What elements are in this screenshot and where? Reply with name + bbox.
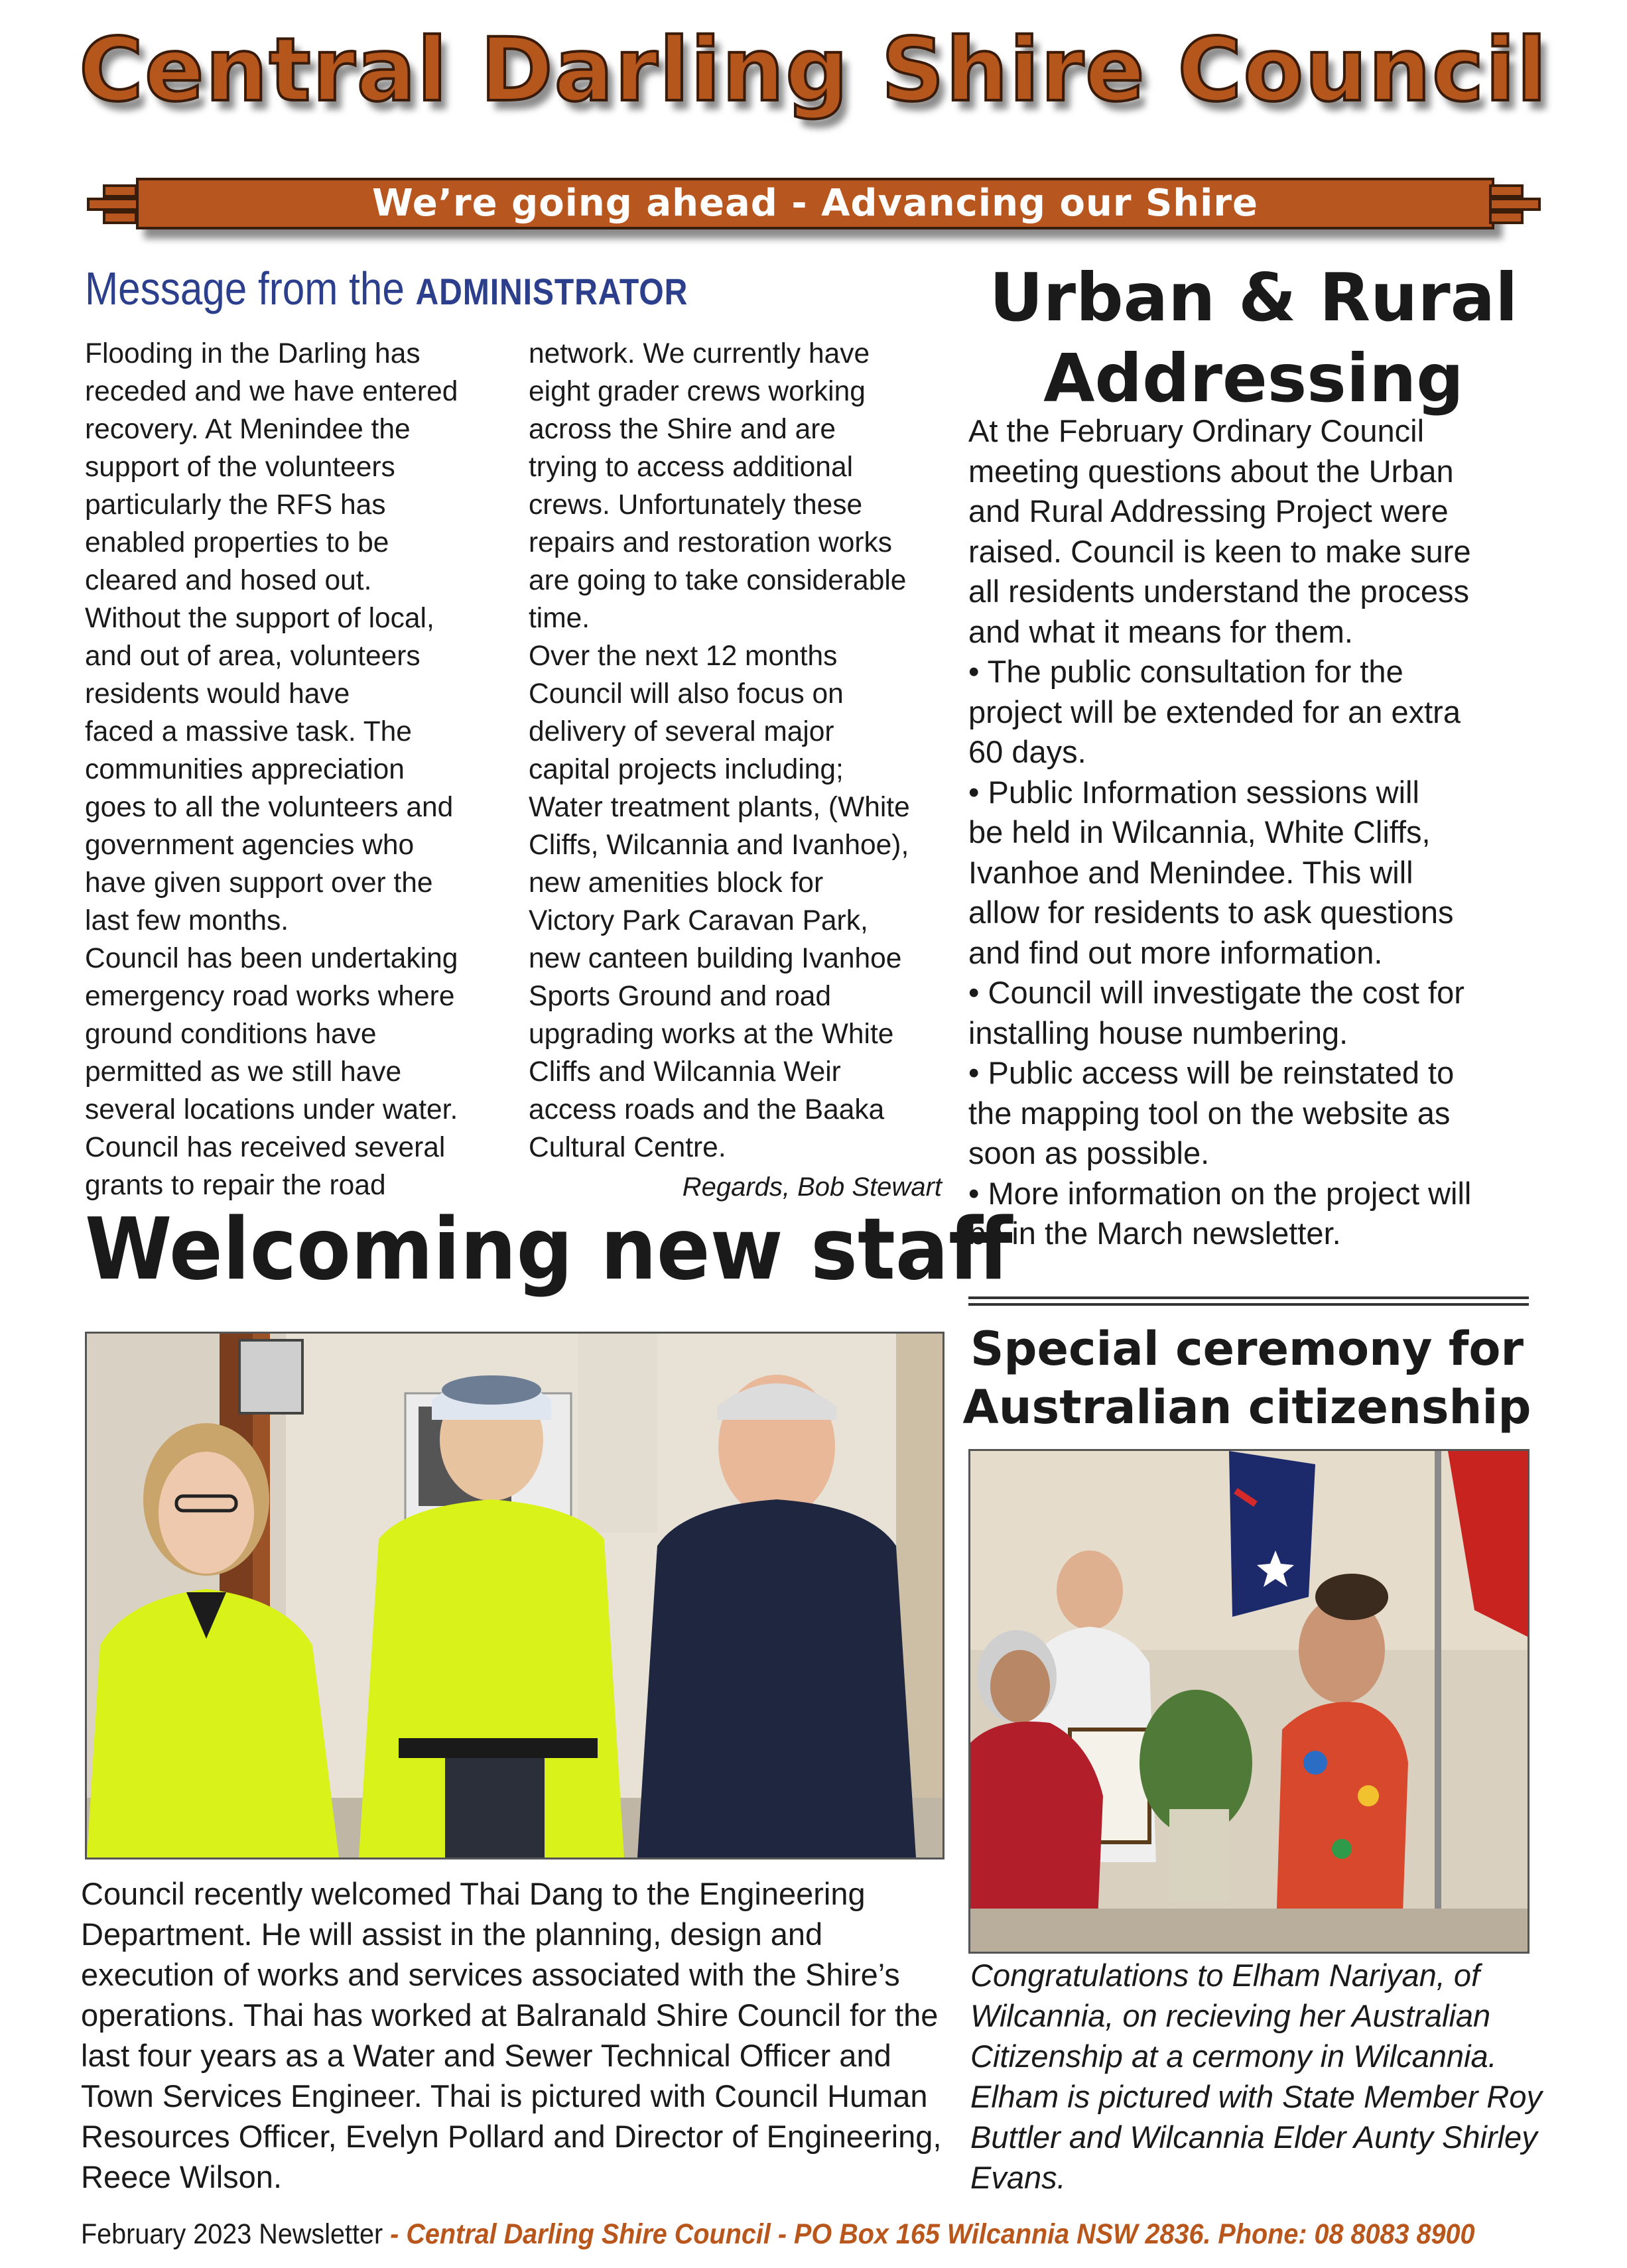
footer-contact: - Central Darling Shire Council - PO Box 165 Wilcannia NSW 2836. Phone: 08 8083 8900 — [390, 2218, 1475, 2250]
administrator-heading-prefix: Message from the — [85, 263, 416, 314]
tagline-bar-right-ornament — [1489, 180, 1542, 224]
citizenship-caption: Congratulations to Elham Nariyan, of Wilcannia, on recieving her Australian Citizenship at a cermony in Wilcannia. Elham is pictured with State Member Roy Buttler and Wilcannia Elder Aunty Shirley Evans. — [970, 1958, 1542, 2195]
urban-rural-body: At the February Ordinary Council meeting questions about the Urban and Rural Addressing Project were raised. Council is keen to make sure all residents understand the process and what it means for them. • The public consultation for the project will be extended for an extra 60 days. • Public Information sessions will be held in Wilcannia, White Cliffs, Ivanhoe and Menindee. This will allow for residents to ask questions and find out more information. • Council will investigate the cost for installing house numbering. • Public access will be reinstated to the mapping tool on the website as soon as possible. • More information on the project will be in the March newsletter. — [968, 413, 1472, 1251]
new-staff-body: Council recently welcomed Thai Dang to the Engineering Department. He will assist in the planning, design and execution of works and services associated with the Shire’s operations. Thai has worked at Balranald Shire Council for the last four years as a Water and Sewer Technical Officer and Town Services Engineer. Thai is pictured with Council Human Resources Officer, Evelyn Pollard and Director of Engineering, Reece Wilson. — [81, 1876, 942, 2194]
tagline-bar — [136, 178, 1494, 229]
masthead-title: Central Darling Shire Council — [79, 19, 1548, 121]
tagline-bar-left-ornament — [83, 180, 136, 224]
section-divider — [968, 1296, 1529, 1306]
administrator-signoff: Regards, Bob Stewart — [682, 1172, 942, 1202]
citizenship-photo — [968, 1449, 1529, 1954]
administrator-heading — [85, 262, 688, 315]
administrator-message-column-1: Flooding in the Darling has receded and we have entered recovery. At Menindee the support of the volunteers particularly the RFS has enabled properties to be cleared and hosed out. Without the support of local, and out of area, volunteers residents would have faced a massive task. The communities appreciation goes to all the volunteers and government agencies who have given support over the last few months. Council has been undertaking emergency road works where ground conditions have permitted as we still have several locations under water. Council has received several grants to repair the road — [85, 338, 458, 1201]
footer-issue: February 2023 Newsletter — [81, 2218, 391, 2250]
footer — [81, 2218, 1474, 2251]
administrator-heading-emphasis: ADMINISTRATOR — [415, 271, 688, 312]
new-staff-title: Welcoming new staff — [85, 1200, 1013, 1299]
citizenship-title: Special ceremony for Australian citizenship — [962, 1322, 1531, 1434]
tagline: We’re going ahead - Advancing our Shire — [372, 182, 1258, 225]
urban-rural-title: Urban & Rural Addressing — [989, 259, 1518, 417]
administrator-message-column-2: network. We currently have eight grader crews working across the Shire and are trying to access additional crews. Unfortunately these repairs and restoration works are going to take considerable time. Over the next 12 months Council will also focus on delivery of several major capital projects including; Water treatment plants, (White Cliffs, Wilcannia and Ivanhoe), new amenities block for Victory Park Caravan Park, new canteen building Ivanhoe Sports Ground and road upgrading works at the White Cliffs and Wilcannia Weir access roads and the Baaka Cultural Centre. — [529, 338, 910, 1163]
new-staff-photo — [85, 1332, 944, 1859]
